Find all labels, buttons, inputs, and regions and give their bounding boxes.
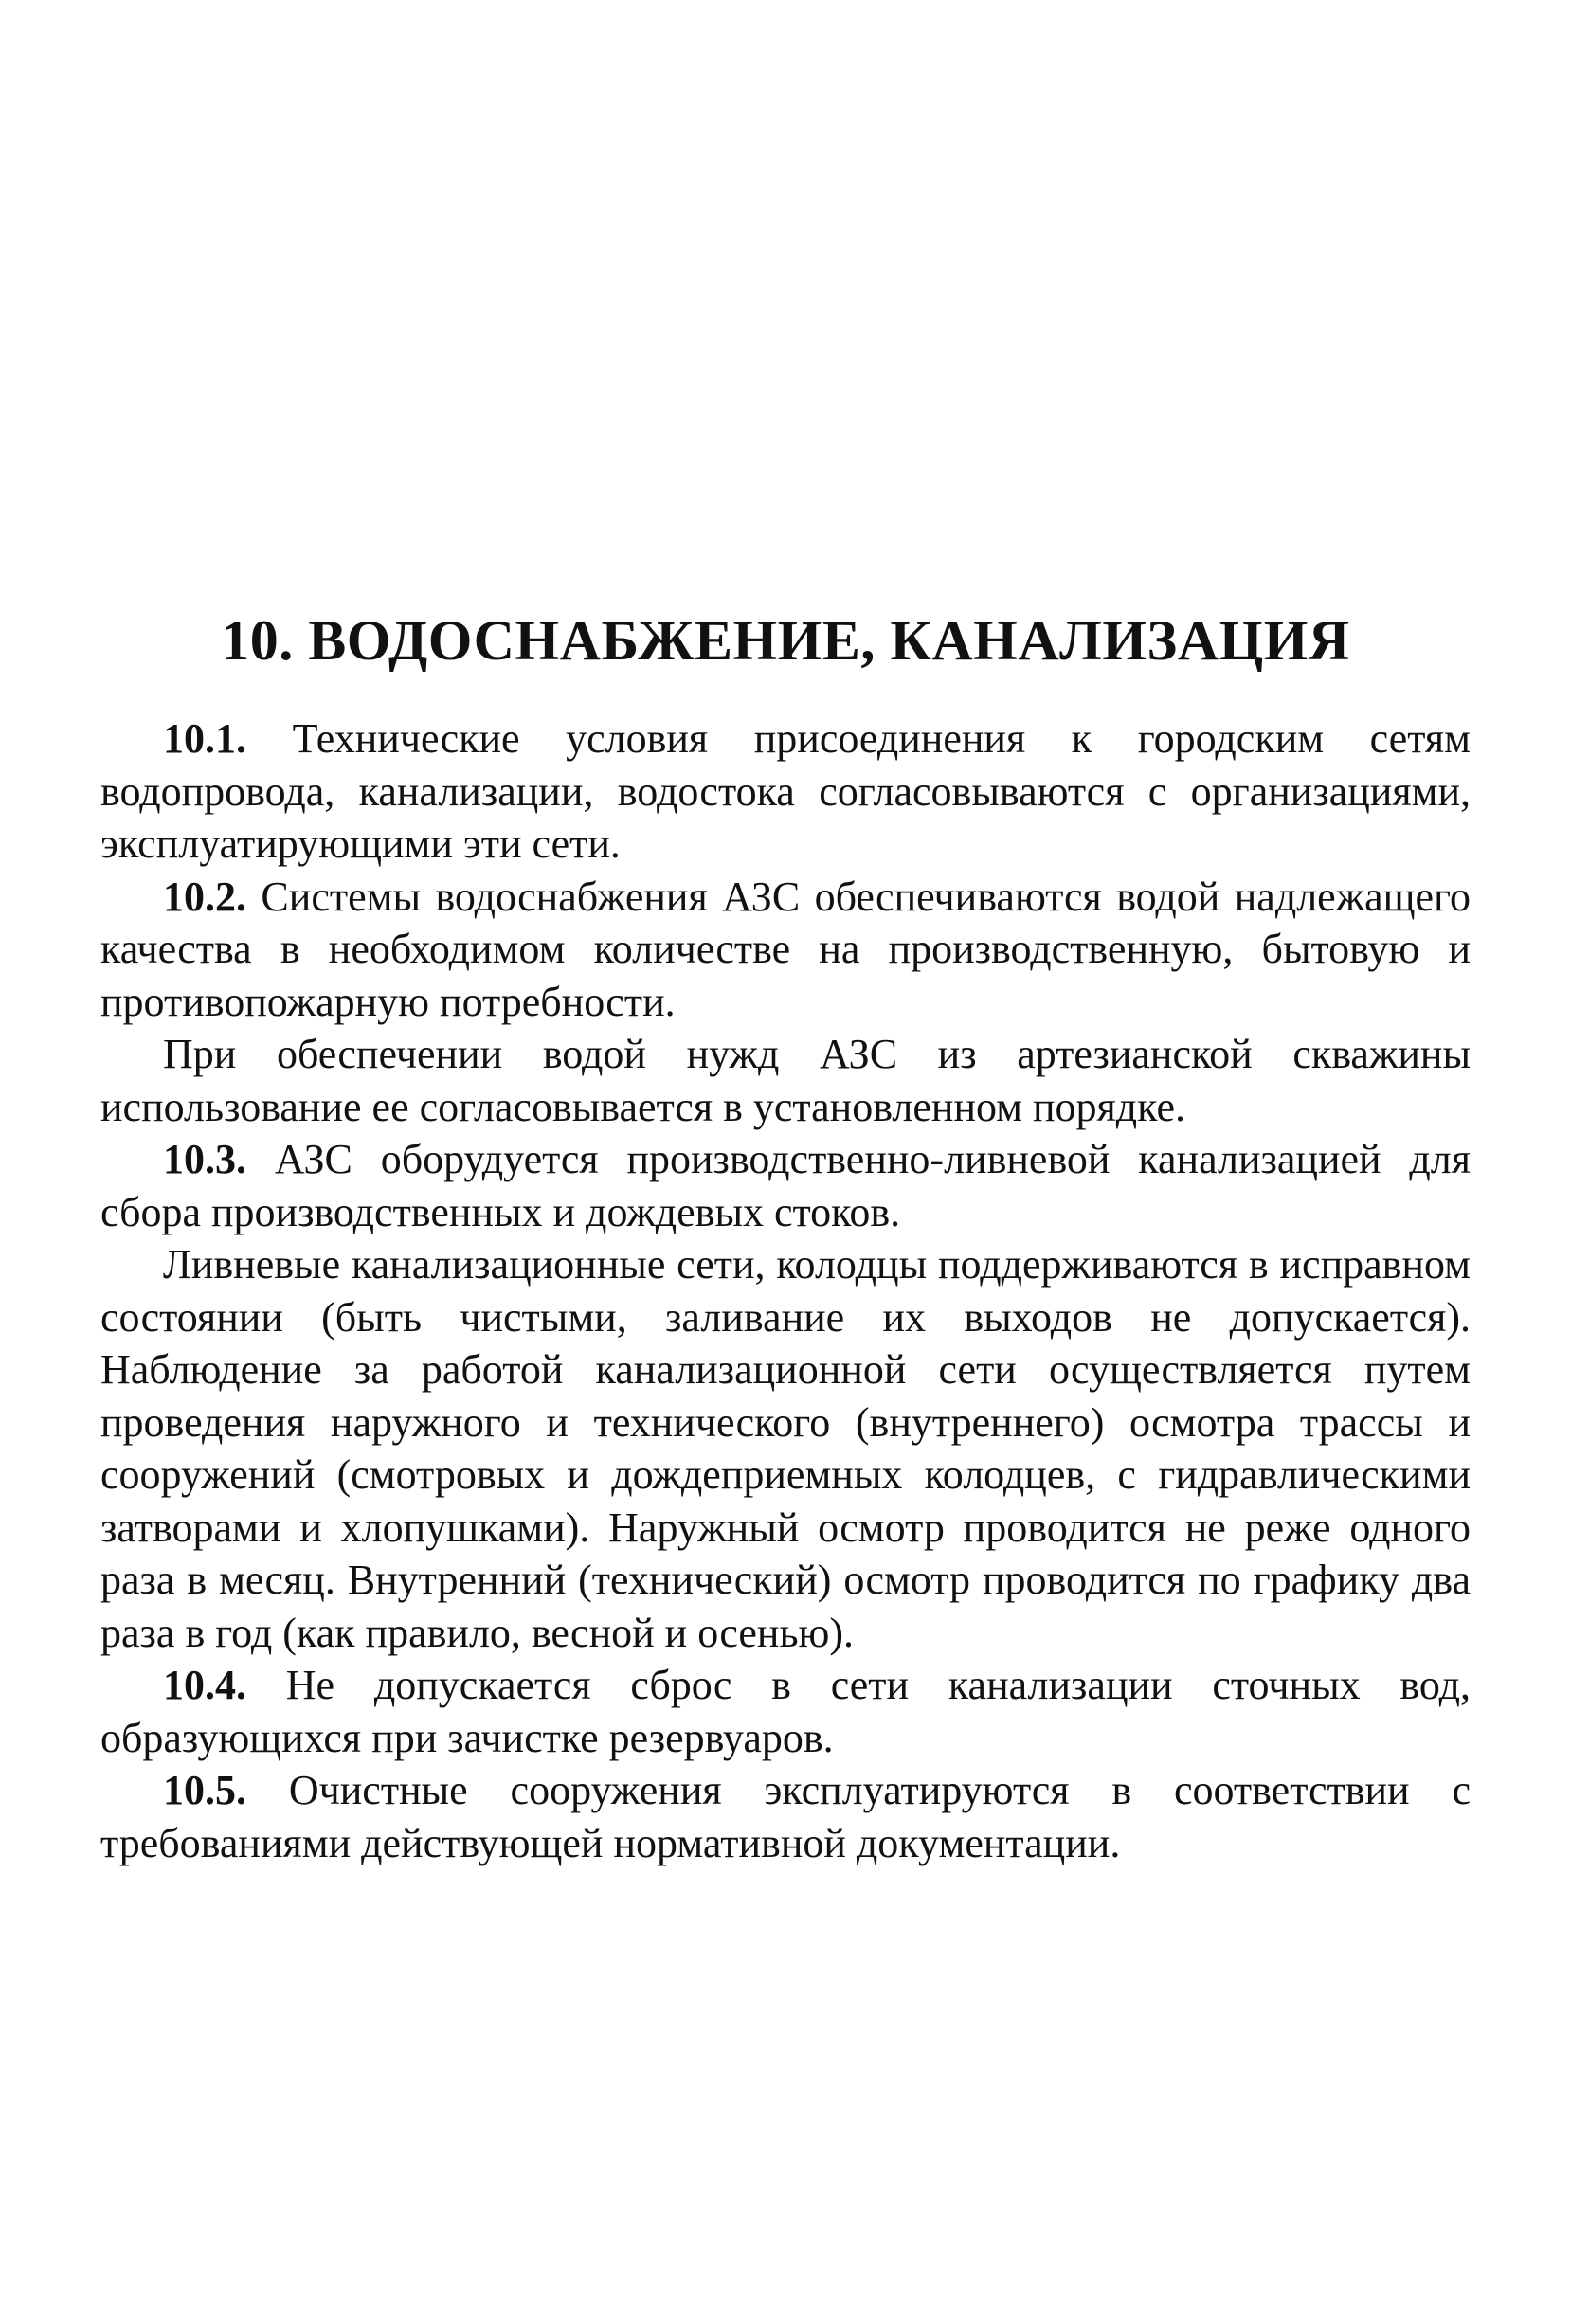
paragraph-10-3 — [100, 1133, 1471, 1238]
paragraph-10-5 — [100, 1764, 1471, 1869]
paragraph-text: Системы водоснабжения АЗС обеспечиваются водой надлежащего качества в необходимом количестве на производственную, бытовую и противопожарную потребности. — [100, 873, 1471, 1025]
paragraph-text: АЗС оборудуется производственно-ливневой канализацией для сбора производственных и дождевых стоков. — [100, 1136, 1471, 1235]
clause-number: 10.1. — [163, 715, 246, 762]
paragraph-10-3-cont — [100, 1238, 1471, 1659]
paragraph-10-1 — [100, 712, 1471, 871]
paragraph-10-4 — [100, 1659, 1471, 1764]
paragraph-text: Не допускается сброс в сети канализации сточных вод, образующихся при зачистке резервуаров. — [100, 1662, 1471, 1761]
clause-number: 10.3. — [163, 1136, 246, 1182]
paragraph-text: Ливневые канализационные сети, колодцы поддерживаются в исправном состоянии (быть чистыми, заливание их выходов не допускается). Наблюдение за работой канализационной сети осуществляется путем проведения наружного и технического (внутреннего) осмотра трассы и сооружений (смотровых и дождеприемных колодцев, с гидравлическими затворами и хлопушками). Наружный осмотр проводится не реже одного раза в месяц. Внутренний (технический) осмотр проводится по графику два раза в год (как правило, весной и осенью). — [100, 1241, 1471, 1656]
clause-number: 10.5. — [163, 1767, 246, 1813]
paragraph-10-2 — [100, 871, 1471, 1029]
section-heading: 10. ВОДОСНАБЖЕНИЕ, КАНАЛИЗАЦИЯ — [221, 609, 1350, 672]
paragraph-10-2-cont — [100, 1028, 1471, 1133]
paragraph-text: Очистные сооружения эксплуатируются в соответствии с требованиями действующей нормативной документации. — [100, 1767, 1471, 1866]
document-page — [100, 0, 1471, 2324]
section-body — [100, 712, 1471, 1869]
paragraph-text: Технические условия присоединения к городским сетям водопровода, канализации, водостока согласовываются с организациями, эксплуатирующими эти сети. — [100, 715, 1471, 867]
clause-number: 10.2. — [163, 873, 246, 920]
clause-number: 10.4. — [163, 1662, 246, 1708]
paragraph-text: При обеспечении водой нужд АЗС из артезианской скважины использование ее согласовывается в установленном порядке. — [100, 1031, 1471, 1130]
